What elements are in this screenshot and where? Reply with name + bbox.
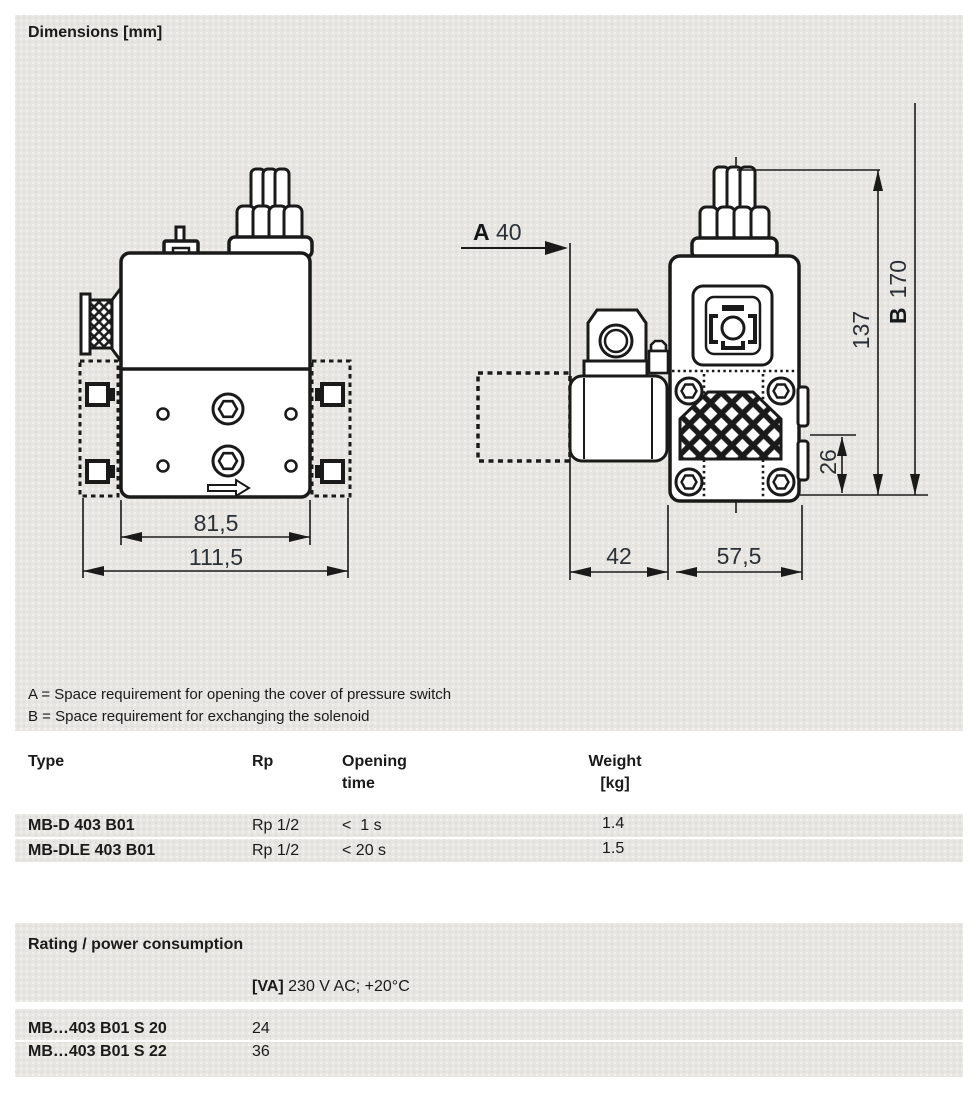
col-header-weight: Weight	[588, 753, 642, 770]
solenoid-cap-side	[692, 157, 777, 258]
row-opening: < 1 s	[342, 817, 382, 834]
page-title: Dimensions [mm]	[28, 24, 163, 41]
side-tab-lower	[798, 441, 808, 480]
side-tab-upper	[798, 387, 808, 426]
technical-drawing	[15, 15, 963, 731]
table-row-band	[15, 839, 963, 862]
side-connector	[81, 288, 121, 361]
rating-row-type: MB…403 B01 S 20	[28, 1020, 167, 1037]
dim-b-value: 170	[885, 260, 911, 299]
rating-rows-band	[15, 1009, 963, 1077]
col-header-weight-2: [kg]	[600, 775, 630, 792]
note-a: A = Space requirement for opening the cover of pressure switch	[28, 686, 452, 703]
dim-137: 137	[848, 310, 874, 350]
dim-a-value: 40	[496, 219, 522, 245]
pressure-switch	[570, 310, 668, 461]
rating-row-type: MB…403 B01 S 22	[28, 1043, 167, 1060]
col-header-opening: Opening	[342, 753, 407, 770]
dim-57-5: 57,5	[716, 543, 762, 569]
space-a-dashed-box	[478, 373, 570, 461]
row-type: MB-DLE 403 B01	[28, 842, 156, 859]
side-dimensions-bottom	[570, 505, 802, 580]
row-weight: 1.5	[602, 840, 625, 857]
dimensions-panel	[15, 15, 963, 731]
row-type: MB-D 403 B01	[28, 817, 135, 834]
rating-row-value: 36	[252, 1043, 270, 1060]
dim-42: 42	[606, 543, 632, 569]
row-rp: Rp 1/2	[252, 817, 300, 834]
col-header-type: Type	[28, 753, 65, 770]
table-row-band	[15, 814, 963, 837]
rating-row-value: 24	[252, 1020, 270, 1037]
col-header-rp: Rp	[252, 753, 274, 770]
row-divider	[15, 1040, 963, 1042]
solenoid-cap-front	[229, 169, 312, 257]
rating-title: Rating / power consumption	[28, 936, 244, 953]
row-rp: Rp 1/2	[252, 842, 300, 859]
row-weight: 1.4	[602, 815, 625, 832]
rating-unit-label: [VA]	[252, 978, 284, 995]
row-opening: < 20 s	[342, 842, 387, 859]
col-header-opening-2: time	[342, 775, 375, 792]
rating-header-band	[15, 923, 963, 1002]
side-view-drawing	[461, 103, 928, 580]
dim-a-arrow	[461, 241, 570, 580]
dim-81-5: 81,5	[193, 510, 239, 536]
dim-111-5: 111,5	[188, 544, 244, 570]
rating-condition	[252, 978, 410, 996]
front-view-drawing	[80, 169, 350, 578]
dim-b-label: B	[885, 307, 911, 324]
note-b: B = Space requirement for exchanging the solenoid	[28, 708, 370, 725]
din-connector	[693, 286, 772, 365]
rating-condition-text: 230 V AC; +20°C	[288, 978, 410, 995]
dim-26: 26	[815, 449, 841, 475]
dim-a-label: A	[473, 219, 490, 245]
dim-b-170	[885, 260, 911, 324]
